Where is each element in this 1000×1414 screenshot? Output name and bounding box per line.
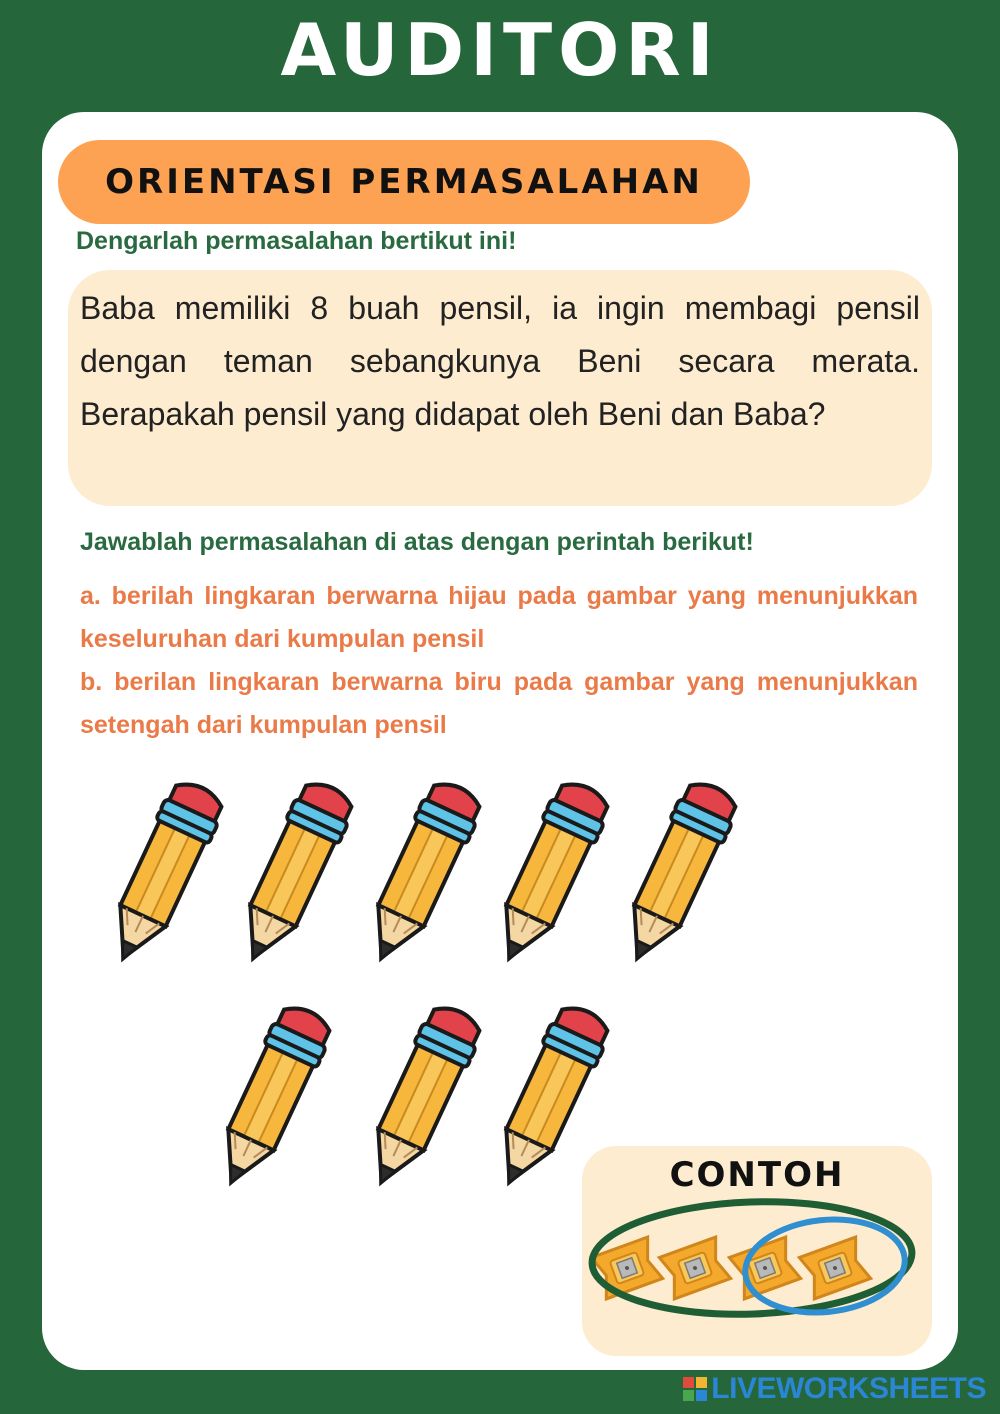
- section-label: ORIENTASI PERMASALAHAN: [58, 140, 750, 224]
- problem-text: Baba memiliki 8 buah pensil, ia ingin membagi pensil dengan teman sebangkunya Beni secara merata. Berapakah pensil yang didapat oleh Beni dan Baba?: [80, 290, 920, 432]
- pencil-icon[interactable]: [92, 770, 232, 980]
- example-illustration: [582, 1196, 932, 1346]
- pencil-icon[interactable]: [350, 994, 490, 1204]
- instruction-b: b. berilan lingkaran berwarna biru pada gambar yang menunjukkan setengah dari kumpulan pensil: [80, 668, 918, 739]
- pencil-icon[interactable]: [606, 770, 746, 980]
- pencil-icon[interactable]: [200, 994, 340, 1204]
- sharpener-icon: [659, 1237, 730, 1299]
- sharpener-icon: [799, 1237, 870, 1299]
- watermark-text: LIVEWORKSHEETS: [711, 1372, 986, 1405]
- pencil-icon[interactable]: [350, 770, 490, 980]
- instruction-a: a. berilah lingkaran berwarna hijau pada gambar yang menunjukkan keseluruhan dari kumpulan pensil: [80, 582, 918, 653]
- answer-prompt: Jawablah permasalahan di atas dengan perintah berikut!: [80, 528, 754, 556]
- pencil-icon[interactable]: [222, 770, 362, 980]
- example-title: CONTOH: [669, 1155, 845, 1195]
- sharpener-icon: [729, 1237, 800, 1299]
- intro-text: Dengarlah permasalahan bertikut ini!: [76, 227, 517, 255]
- page-title: AUDITORI: [280, 8, 720, 92]
- watermark: [683, 1372, 986, 1406]
- liveworksheets-logo-icon: [683, 1377, 707, 1401]
- pencil-icon[interactable]: [478, 770, 618, 980]
